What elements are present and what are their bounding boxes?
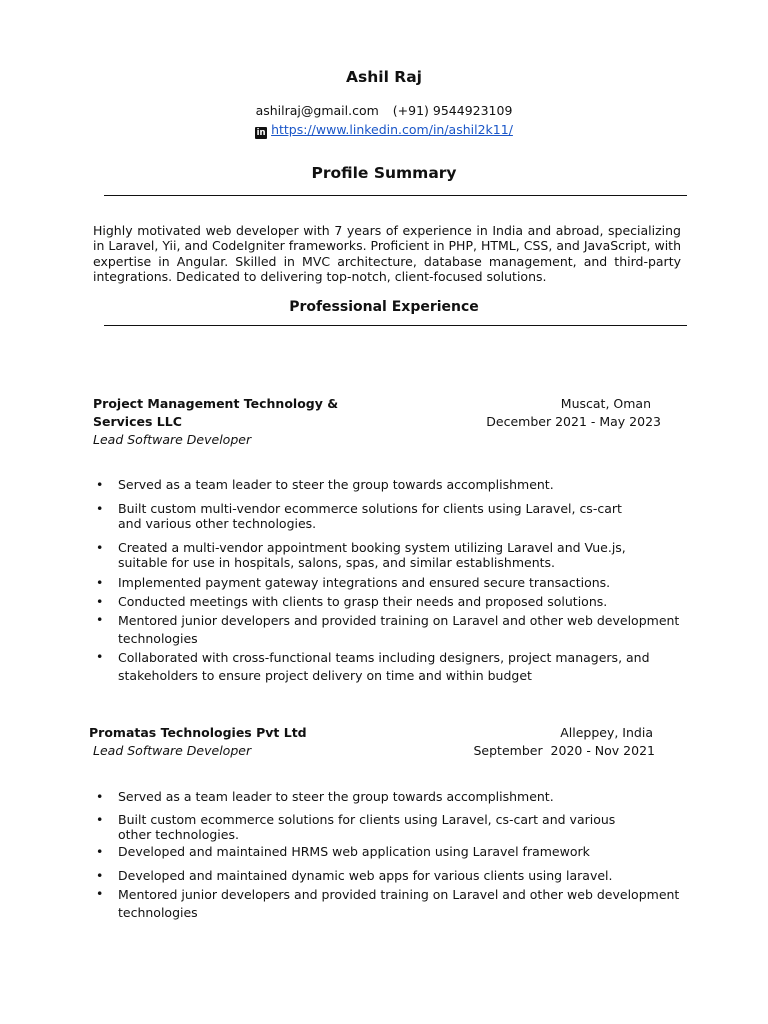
job-role: Lead Software Developer xyxy=(93,432,252,447)
bullet-marker: • xyxy=(96,594,104,609)
bullet-marker: • xyxy=(96,789,104,804)
job-dates: September 2020 - Nov 2021 xyxy=(473,743,655,758)
company-name: Project Management Technology & xyxy=(93,396,339,411)
linkedin-line xyxy=(0,122,768,139)
section-title-professional-experience: Professional Experience xyxy=(289,299,479,315)
bullet-marker: • xyxy=(96,540,104,555)
list-item: Served as a team leader to steer the group towards accomplishment. xyxy=(118,477,554,492)
contact-line xyxy=(0,103,768,118)
list-item: Collaborated with cross-functional teams including designers, project managers, and stakeholders to ensure project delivery on time and within budget xyxy=(118,650,650,683)
list-item: Implemented payment gateway integrations and ensured secure transactions. xyxy=(118,575,611,590)
list-item: Conducted meetings with clients to grasp their needs and proposed solutions. xyxy=(118,594,608,609)
bullet-marker: • xyxy=(96,812,104,827)
list-item: Created a multi-vendor appointment booking system utilizing Laravel and Vue.js, suitable for use in hospitals, salons, spas, and similar establishments. xyxy=(118,540,626,570)
section-divider xyxy=(104,325,687,326)
linkedin-link[interactable]: https://www.linkedin.com/in/ashil2k11/ xyxy=(271,122,513,137)
bullet-marker: • xyxy=(96,868,104,883)
job-role: Lead Software Developer xyxy=(93,743,252,758)
list-item: Mentored junior developers and provided training on Laravel and other web development technologies xyxy=(118,613,680,646)
list-item: Mentored junior developers and provided training on Laravel and other web development technologies xyxy=(118,887,680,920)
bullet-marker: • xyxy=(96,501,104,516)
list-item: Developed and maintained HRMS web application using Laravel framework xyxy=(118,844,590,859)
section-divider xyxy=(104,195,687,196)
company-name: Promatas Technologies Pvt Ltd xyxy=(89,725,307,740)
bullet-marker: • xyxy=(96,844,104,859)
list-item: Served as a team leader to steer the group towards accomplishment. xyxy=(118,789,554,804)
profile-summary-text: Highly motivated web developer with 7 years of experience in India and abroad, specializing in Laravel, Yii, and CodeIgniter frameworks. Proficient in PHP, HTML, CSS, and JavaScript, with expertise in Angular. Skilled in MVC architecture, database management, and third-party integrations. Dedicated to delivering top-notch, client-focused solutions. xyxy=(93,223,681,285)
phone-number: (+91) 9544923109 xyxy=(392,103,513,118)
job-location: Muscat, Oman xyxy=(560,396,651,411)
linkedin-icon: in xyxy=(256,128,266,138)
list-item: Built custom multi-vendor ecommerce solutions for clients using Laravel, cs-cart and various other technologies. xyxy=(118,501,622,531)
job-dates: December 2021 - May 2023 xyxy=(486,414,661,429)
email-link[interactable]: ashilraj@gmail.com xyxy=(255,103,379,118)
company-name-continued: Services LLC xyxy=(93,414,182,429)
candidate-name: Ashil Raj xyxy=(346,68,422,86)
bullet-marker: • xyxy=(96,886,104,901)
bullet-marker: • xyxy=(96,649,104,664)
job-location: Alleppey, India xyxy=(560,725,653,740)
list-item: Built custom ecommerce solutions for clients using Laravel, cs-cart and various other technologies. xyxy=(118,812,616,842)
list-item: Developed and maintained dynamic web apps for various clients using laravel. xyxy=(118,868,613,883)
bullet-marker: • xyxy=(96,477,104,492)
section-title-profile-summary: Profile Summary xyxy=(311,164,457,182)
bullet-marker: • xyxy=(96,612,104,627)
bullet-marker: • xyxy=(96,575,104,590)
